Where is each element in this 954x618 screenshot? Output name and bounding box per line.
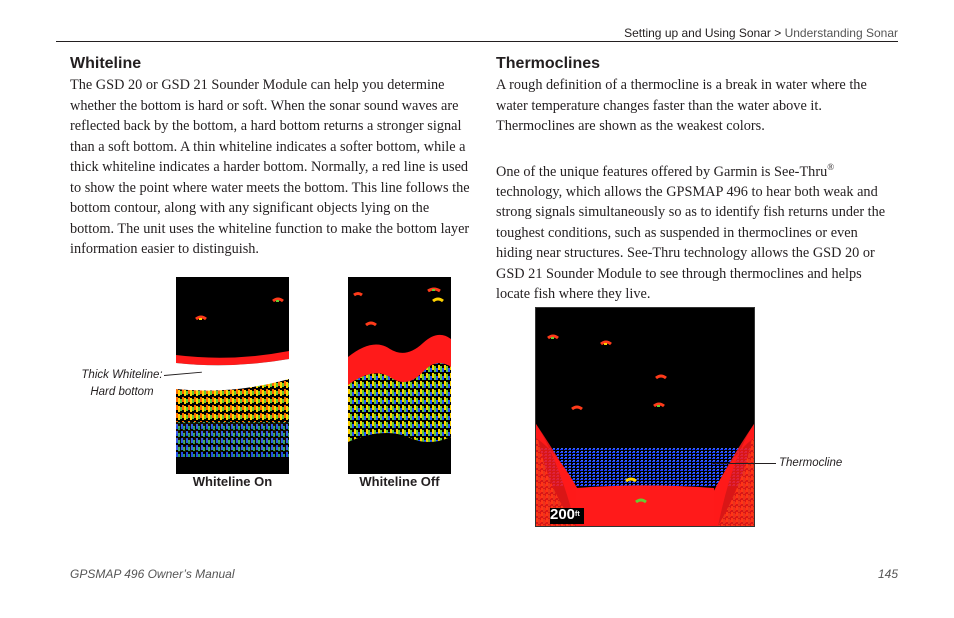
caption-whiteline-on: Whiteline On bbox=[192, 474, 273, 489]
whiteline-paragraph: The GSD 20 or GSD 21 Sounder Module can help you determine whether the bottom is hard or soft. When the sonar sound waves are reflected back by the bottom, a hard bottom returns a stronger signal than a soft bottom. A thin whiteline indicates a softer bottom, while a thick whiteline indicates a harder bottom. Normally, a red line is used to show the point where water meets the bottom. This line follows the bottom contour, along with any significant objects lying on the bottom. The unit uses the whiteline function to make the bottom layer information easier to distinguish. bbox=[70, 77, 470, 257]
thermoclines-body bbox=[496, 75, 890, 305]
registered-mark: ® bbox=[827, 161, 835, 172]
callout-leader-thermocline bbox=[712, 463, 776, 464]
callout-thick-whiteline bbox=[72, 367, 172, 401]
depth-value: 200 bbox=[550, 506, 576, 523]
depth-unit: ft bbox=[575, 511, 580, 518]
header-section: Setting up and Using Sonar bbox=[624, 26, 771, 40]
sonar-graphic-thermocline bbox=[536, 308, 754, 526]
page-number: 145 bbox=[877, 567, 898, 581]
sonar-image-whiteline-off bbox=[348, 277, 451, 474]
see-thru-text-rest: technology, which allows the GPSMAP 496 to hear both weak and strong signals simultaneously so as to identify fish returns under the toughest conditions, such as suspended in thermoclines or even hiding near structures. See-Thru technology allows the GSD 20 or GSD 21 Sounder Module to see through thermoclines and helps locate fish where they live. bbox=[496, 183, 886, 303]
whiteline-body bbox=[70, 75, 472, 260]
depth-readout bbox=[550, 507, 580, 523]
sonar-graphic-whiteline-on bbox=[176, 277, 289, 474]
sonar-image-thermocline bbox=[535, 307, 755, 527]
caption-whiteline-off: Whiteline Off bbox=[359, 474, 440, 489]
thermoclines-heading: Thermoclines bbox=[496, 55, 601, 72]
callout-thick-whiteline-line2: Hard bottom bbox=[90, 386, 154, 398]
sonar-image-whiteline-on bbox=[176, 277, 289, 474]
callout-thick-whiteline-line1: Thick Whiteline: bbox=[81, 369, 163, 381]
whiteline-heading: Whiteline bbox=[70, 55, 142, 72]
sonar-graphic-whiteline-off bbox=[348, 277, 451, 474]
header-rule bbox=[56, 41, 898, 42]
thermoclines-paragraph-1: A rough definition of a thermocline is a break in water where the water temperature changes faster than the water above it. Thermoclines are shown as the weakest colors. bbox=[496, 77, 867, 134]
callout-thermocline: Thermocline bbox=[779, 457, 843, 469]
header-subsection: Understanding Sonar bbox=[784, 26, 898, 40]
see-thru-text: One of the unique features offered by Garmin is See-Thru bbox=[496, 163, 828, 180]
thermoclines-paragraph-2 bbox=[496, 157, 890, 305]
running-header bbox=[624, 26, 898, 40]
header-separator: > bbox=[770, 26, 785, 40]
footer-manual-title: GPSMAP 496 Owner’s Manual bbox=[70, 567, 235, 581]
